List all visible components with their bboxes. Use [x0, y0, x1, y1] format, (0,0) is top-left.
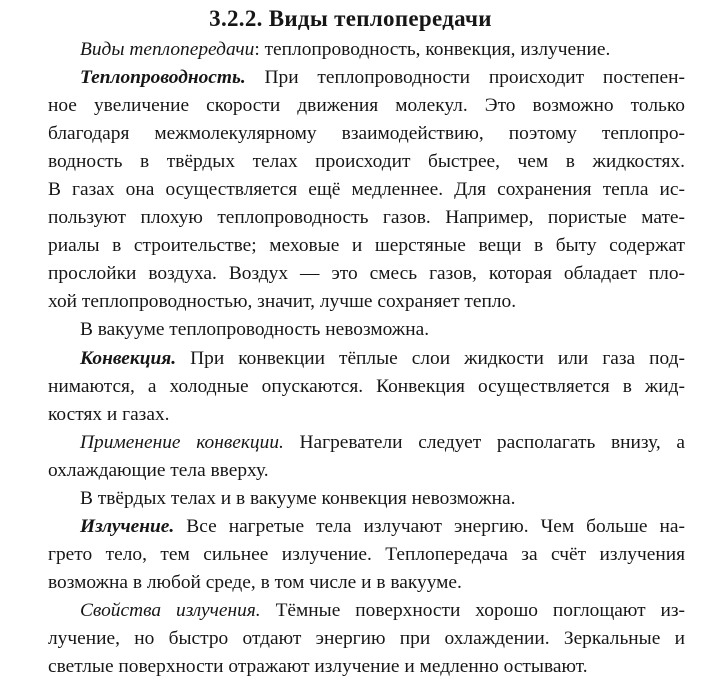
text-line	[16, 345, 685, 373]
paragraph-types-of-heat-transfer	[16, 36, 685, 64]
text-line: риалы в строительстве; меховые и шерстяные вещи в быту содержат	[48, 235, 685, 257]
text-line: В вакууме теплопроводность невозможна.	[80, 319, 430, 341]
text-line: лучение, но быстро отдают энергию при охлаждении. Зеркальные и	[48, 627, 685, 649]
text-line: ное увеличение скорости движения молекул. Это возможно только	[48, 95, 685, 117]
paragraph-lead: Конвекция.	[80, 347, 177, 369]
paragraph-conduction	[16, 64, 685, 316]
text-line	[16, 429, 685, 457]
text-line-content: Все нагретые тела излучают энергию. Чем больше на-	[174, 515, 685, 537]
text-line: прослойки воздуха. Воздух — это смесь газов, которая обладает пло-	[48, 263, 685, 285]
text-line: костях и газах.	[48, 403, 170, 425]
paragraph-convection-application	[16, 429, 685, 485]
text-line: благодаря межмолекулярному взаимодействию, поэтому теплопро-	[48, 123, 685, 145]
paragraph-radiation-properties	[16, 597, 685, 681]
text-line-content: Нагреватели следует располагать внизу, а	[283, 431, 686, 453]
paragraph-radiation	[16, 513, 685, 597]
paragraph-vacuum-conduction	[16, 316, 685, 344]
text-line	[16, 597, 685, 625]
text-line: водность в твёрдых телах происходит быстрее, чем в жидкостях.	[48, 151, 685, 173]
text-line-content: При конвекции тёплые слои жидкости или газа под-	[176, 347, 685, 369]
text-line	[16, 513, 685, 541]
text-line: В твёрдых телах и в вакууме конвекция невозможна.	[80, 487, 516, 509]
text-line-content: Тёмные поверхности хорошо поглощают из-	[260, 599, 685, 621]
text-line: хой теплопроводностью, значит, лучше сохраняет тепло.	[48, 291, 517, 313]
text-line	[16, 36, 685, 64]
section-title: 3.2.2. Виды теплопередачи	[209, 6, 492, 31]
text-line: светлые поверхности отражают излучение и медленно остывают.	[48, 656, 588, 678]
text-line: охлаждающие тела вверху.	[48, 459, 269, 481]
text-line: грето тело, тем сильнее излучение. Теплопередача за счёт излучения	[48, 543, 685, 565]
text-line: В газах она осуществляется ещё медленнее. Для сохранения тепла ис-	[48, 179, 685, 201]
text-line: пользуют плохую теплопроводность газов. Например, пористые мате-	[48, 207, 685, 229]
paragraph-lead: Применение конвекции.	[80, 431, 284, 453]
text-line: нимаются, а холодные опускаются. Конвекция осуществляется в жид-	[48, 375, 685, 397]
paragraph-lead: Свойства излучения.	[80, 599, 261, 621]
text-line: возможна в любой среде, в том числе и в вакууме.	[48, 571, 462, 593]
paragraph-lead: Виды теплопередачи	[80, 39, 255, 60]
paragraph-convection-impossible	[16, 485, 685, 513]
paragraph-lead: Излучение.	[80, 515, 175, 537]
paragraph-convection	[16, 345, 685, 429]
paragraph-lead: Теплопроводность.	[80, 67, 246, 89]
text-line-content: При теплопроводности происходит постепен-	[245, 67, 685, 89]
text-line	[16, 64, 685, 92]
text-line-content: : теплопроводность, конвекция, излучение.	[254, 39, 611, 60]
